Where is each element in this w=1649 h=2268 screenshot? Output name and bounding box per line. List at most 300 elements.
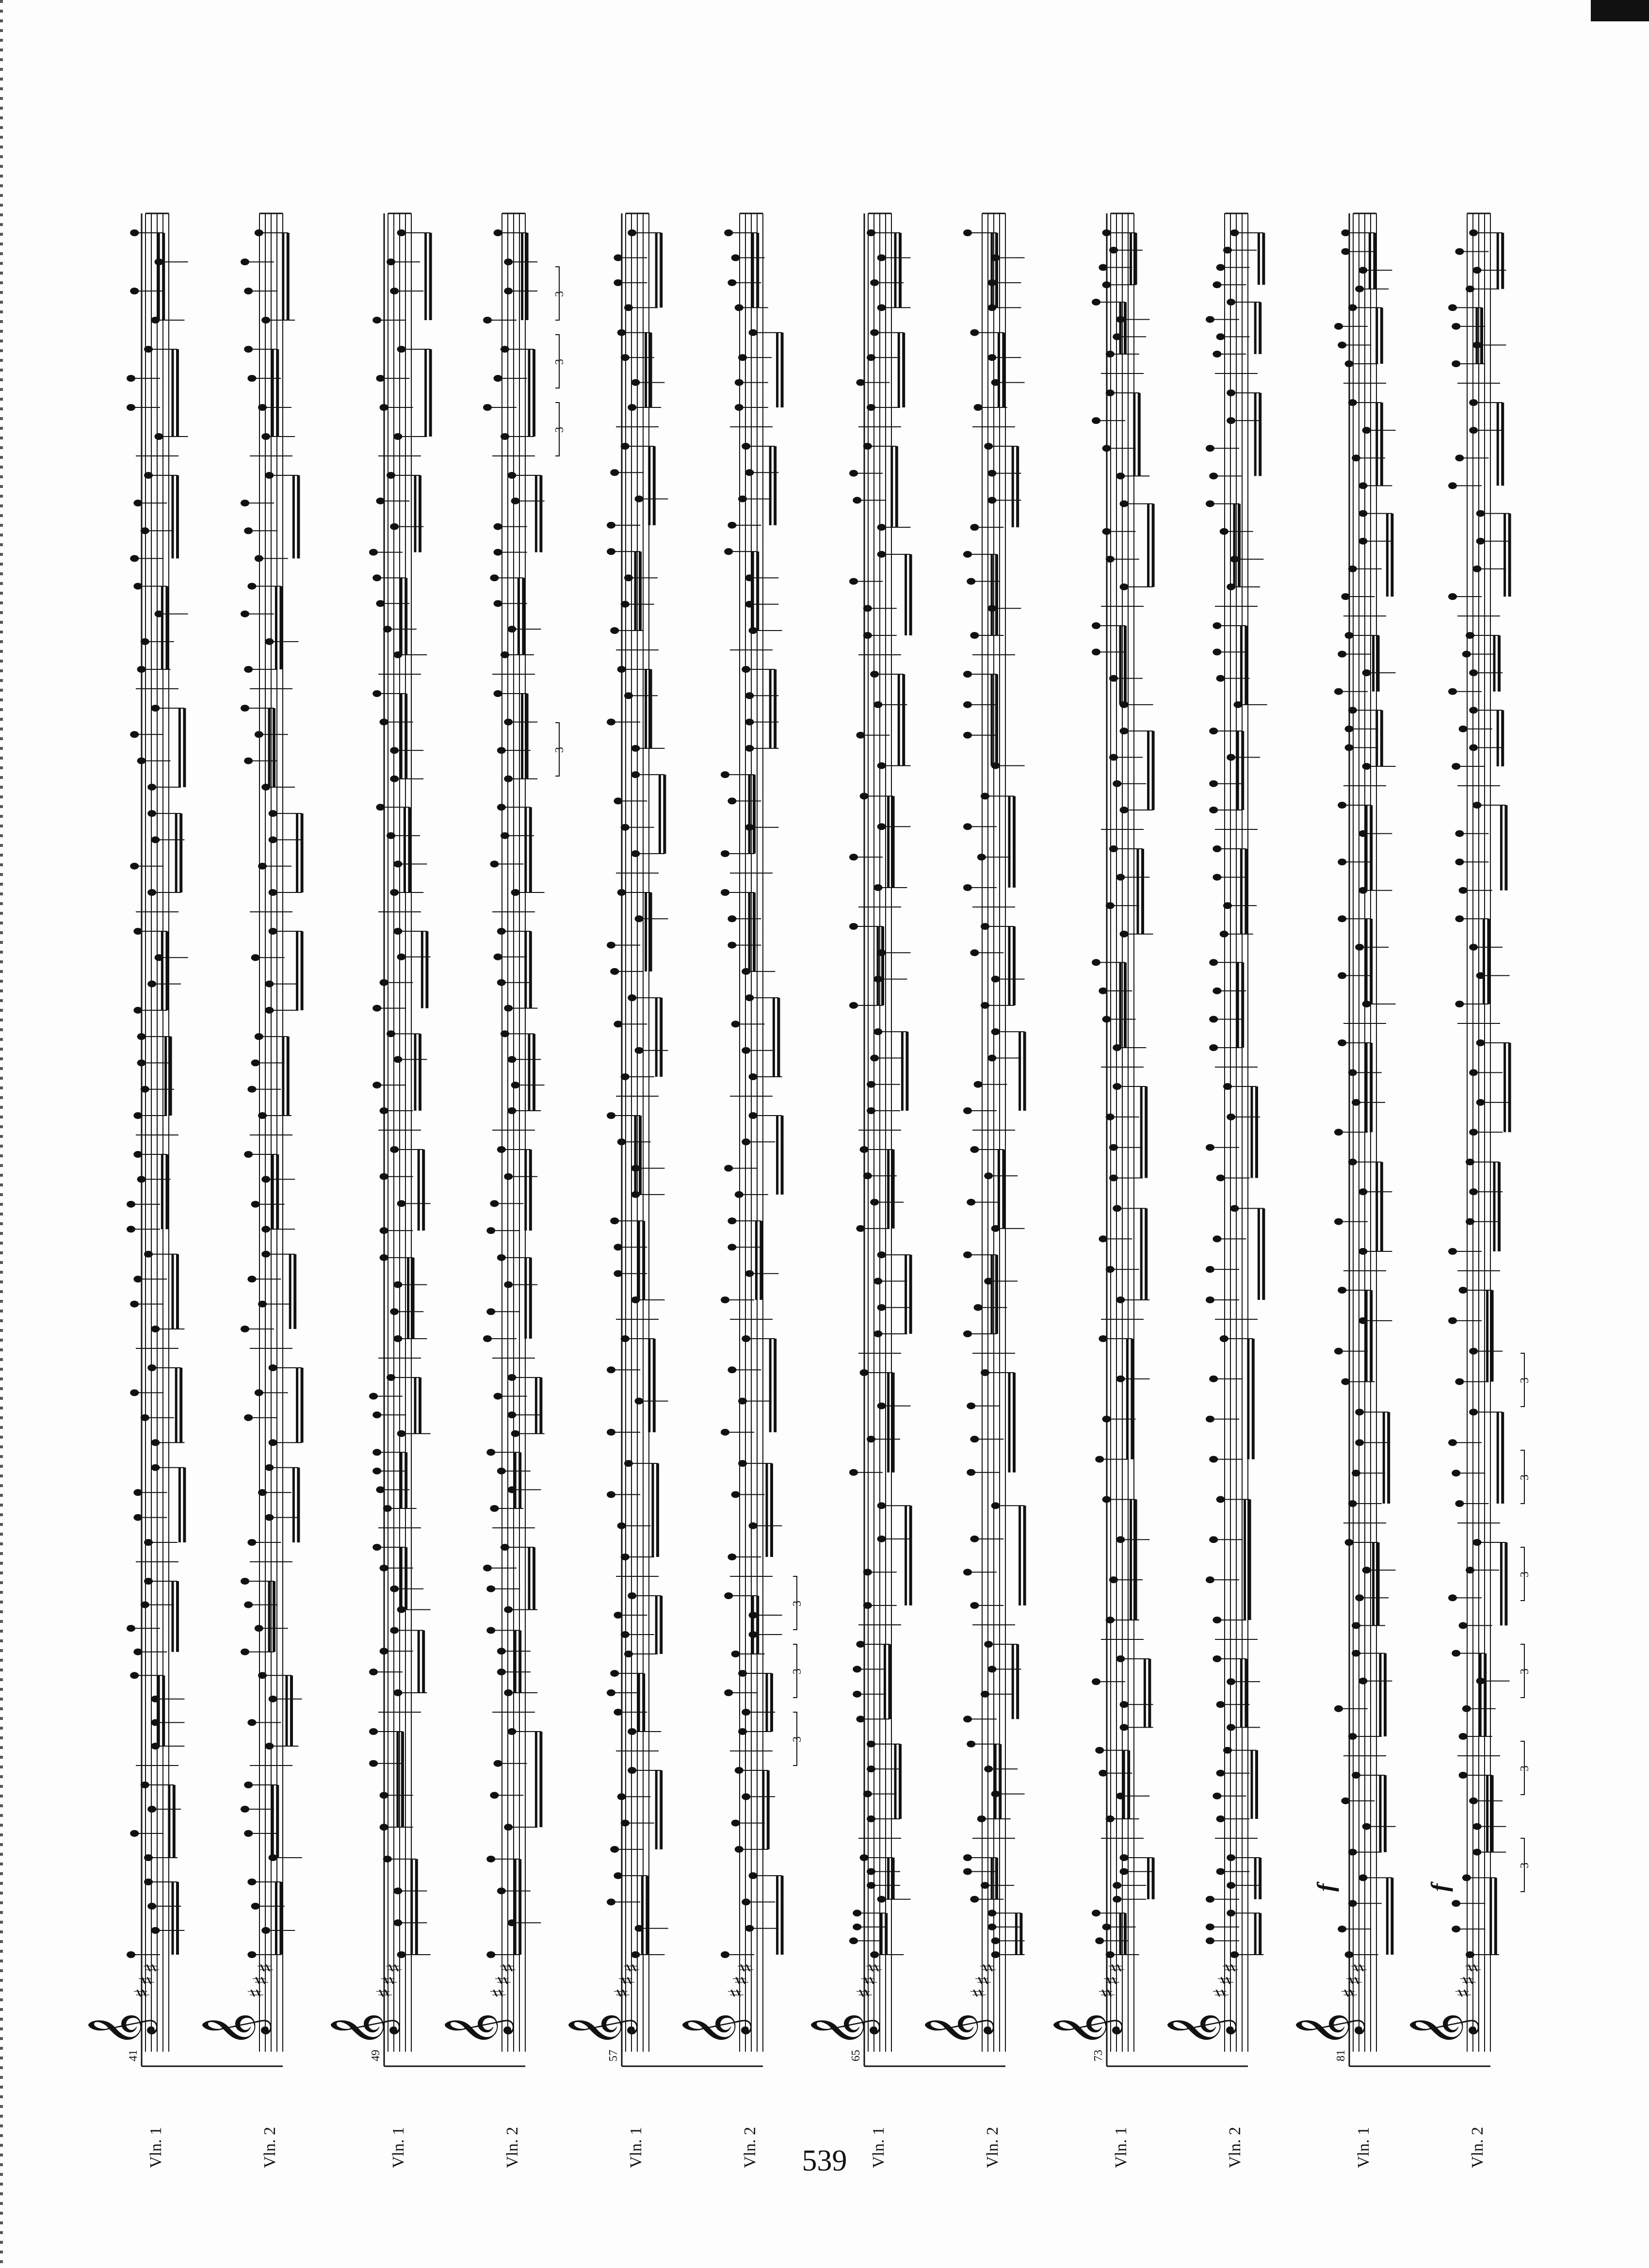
note-head	[738, 1460, 747, 1467]
note-head	[987, 1924, 996, 1930]
note-head	[745, 745, 754, 752]
note-head	[1099, 988, 1107, 994]
note-head	[610, 1846, 619, 1853]
note-head	[490, 574, 499, 581]
note-head	[1348, 1733, 1357, 1740]
note-head	[486, 1951, 495, 1958]
note-head	[1106, 1114, 1115, 1120]
note-head	[393, 1056, 402, 1063]
note-head	[963, 551, 972, 558]
note-head	[867, 1766, 875, 1772]
note-head	[251, 1201, 260, 1208]
note-head	[1216, 1815, 1225, 1822]
note-head	[970, 524, 979, 531]
staff-violin-1	[567, 213, 668, 2168]
note-head	[991, 1951, 1000, 1958]
note-head	[247, 1086, 256, 1093]
note-head	[1206, 1924, 1214, 1930]
note-head	[127, 1951, 135, 1958]
note-head	[607, 1491, 615, 1498]
note-head	[870, 279, 879, 286]
sharp-icon: ♯	[967, 1988, 991, 1998]
note-head	[390, 523, 399, 530]
note-head	[870, 1054, 879, 1061]
note-head	[1362, 1823, 1371, 1830]
tuplet-number: 3	[1519, 1669, 1531, 1674]
dynamic-marking: f	[1426, 1883, 1453, 1892]
note-head	[853, 1924, 861, 1930]
note-head	[247, 375, 256, 382]
note-head	[749, 1112, 758, 1119]
note-head	[380, 404, 388, 411]
note-head	[1212, 988, 1221, 994]
note-head	[1348, 1849, 1357, 1856]
sharp-icon: ♯	[862, 1962, 887, 1973]
note-head	[1469, 1798, 1478, 1804]
note-head	[867, 1741, 875, 1748]
note-head	[133, 500, 142, 506]
note-head	[372, 574, 381, 581]
note-head	[631, 379, 640, 386]
note-head	[255, 1625, 263, 1632]
note-head	[265, 472, 274, 479]
part-label-violin-2: Vln. 2	[984, 2127, 1002, 2168]
note-head	[1209, 1016, 1218, 1022]
note-head	[987, 354, 996, 361]
sharp-icon: ♯	[372, 1988, 397, 1998]
note-head	[501, 651, 509, 658]
note-head	[1206, 316, 1214, 323]
note-head	[258, 1301, 267, 1308]
note-head	[1352, 1650, 1360, 1657]
note-head	[745, 469, 754, 476]
note-head	[144, 1578, 153, 1585]
note-head	[849, 854, 858, 860]
note-head	[963, 1330, 972, 1337]
note-head	[607, 1689, 615, 1696]
note-head	[133, 1276, 142, 1282]
note-head	[1113, 1083, 1121, 1090]
tuplet-number: 3	[791, 1601, 804, 1606]
note-head	[144, 472, 153, 479]
note-head	[628, 994, 636, 1001]
note-head	[390, 1308, 399, 1315]
note-head	[607, 522, 615, 529]
note-head	[1216, 675, 1225, 682]
note-head	[624, 304, 633, 311]
sharp-icon: ♯	[971, 1975, 996, 1986]
note-head	[490, 1505, 499, 1512]
sharp-icon: ♯	[734, 1962, 759, 1973]
note-head	[241, 259, 249, 265]
note-head	[728, 915, 736, 922]
note-head	[144, 1251, 153, 1258]
note-head	[393, 1335, 402, 1342]
note-head	[387, 472, 395, 479]
note-head	[1348, 1159, 1357, 1166]
note-head	[742, 1898, 750, 1905]
note-head	[265, 981, 274, 988]
note-head	[1220, 1335, 1229, 1342]
note-head	[383, 1505, 392, 1512]
note-head	[258, 404, 267, 411]
note-head	[1455, 859, 1464, 865]
note-head	[621, 1073, 630, 1080]
note-head	[151, 836, 160, 843]
note-head	[147, 1806, 156, 1813]
note-head	[970, 632, 979, 639]
note-head	[981, 1369, 989, 1376]
note-head	[984, 443, 993, 450]
note-head	[1102, 1924, 1111, 1930]
note-head	[393, 860, 402, 867]
treble-clef-icon: 𝄞	[681, 2012, 749, 2047]
note-head	[127, 1226, 135, 1232]
note-head	[380, 1824, 388, 1831]
note-head	[963, 1854, 972, 1861]
note-head	[244, 1414, 253, 1421]
note-head	[137, 1059, 146, 1066]
note-head	[247, 1879, 256, 1885]
note-head	[607, 942, 615, 949]
note-head	[631, 850, 640, 857]
note-head	[1459, 887, 1468, 894]
sharp-icon: ♯	[491, 1975, 516, 1986]
note-head	[635, 1047, 644, 1054]
note-head	[745, 1925, 754, 1932]
note-head	[376, 1486, 385, 1493]
note-head	[504, 719, 513, 726]
note-head	[1102, 445, 1111, 452]
note-head	[1106, 389, 1115, 396]
note-head	[867, 404, 875, 411]
measure-number: 65	[850, 2050, 862, 2061]
note-head	[1109, 1144, 1118, 1151]
note-head	[486, 1627, 495, 1634]
note-head	[1212, 1617, 1221, 1623]
note-head	[241, 705, 249, 712]
note-head	[621, 354, 630, 361]
note-head	[1341, 593, 1350, 600]
note-head	[497, 804, 506, 810]
note-head	[1358, 482, 1367, 489]
note-head	[1338, 1039, 1346, 1046]
note-head	[1334, 1218, 1343, 1225]
note-head	[1338, 1287, 1346, 1294]
note-head	[624, 574, 633, 581]
note-head	[849, 923, 858, 930]
note-head	[483, 1565, 492, 1571]
note-head	[241, 500, 249, 506]
note-head	[1452, 1900, 1460, 1907]
note-head	[849, 470, 858, 477]
note-head	[265, 1007, 274, 1014]
note-head	[393, 928, 402, 935]
note-head	[617, 329, 626, 336]
note-head	[870, 329, 879, 336]
note-head	[507, 1411, 516, 1418]
note-head	[504, 1824, 513, 1831]
note-head	[369, 1728, 378, 1735]
note-head	[486, 1227, 495, 1234]
note-head	[1348, 1500, 1357, 1507]
note-head	[1206, 1896, 1214, 1903]
note-head	[721, 771, 729, 778]
note-head	[1462, 1705, 1471, 1712]
sharp-icon: ♯	[610, 1988, 635, 1998]
note-head	[731, 1491, 740, 1498]
note-head	[735, 379, 744, 386]
note-head	[1216, 264, 1225, 271]
note-head	[241, 1649, 249, 1655]
note-head	[1455, 830, 1464, 837]
note-head	[1334, 1129, 1343, 1135]
note-head	[1345, 1539, 1354, 1546]
note-head	[1448, 482, 1457, 489]
note-head	[390, 1146, 399, 1153]
note-head	[261, 1226, 270, 1232]
note-head	[1223, 247, 1232, 254]
note-head	[877, 762, 886, 769]
note-head	[494, 690, 502, 697]
note-head	[624, 1651, 633, 1657]
note-head	[137, 758, 146, 764]
note-head	[1113, 1882, 1121, 1889]
note-head	[1206, 1937, 1214, 1944]
note-head	[372, 1449, 381, 1456]
note-head	[1216, 1868, 1225, 1875]
note-head	[130, 731, 139, 738]
note-head	[255, 555, 263, 562]
note-head	[873, 701, 882, 708]
note-head	[1227, 299, 1235, 306]
tuplet-number: 3	[1519, 1863, 1531, 1868]
note-head	[501, 433, 509, 440]
note-head	[981, 1691, 989, 1698]
note-head	[1216, 1770, 1225, 1777]
sharp-icon: ♯	[1456, 1975, 1481, 1986]
note-head	[1466, 1567, 1474, 1573]
note-head	[147, 784, 156, 791]
note-head	[1209, 780, 1218, 787]
note-head	[1102, 281, 1111, 288]
note-head	[1120, 728, 1129, 734]
note-head	[369, 1669, 378, 1675]
note-head	[504, 1606, 513, 1613]
note-head	[504, 1281, 513, 1288]
note-head	[856, 732, 865, 739]
note-head	[974, 1081, 983, 1088]
note-head	[1227, 1114, 1235, 1120]
note-head	[1102, 229, 1111, 236]
note-head	[147, 1903, 156, 1910]
note-head	[247, 1719, 256, 1726]
note-head	[1113, 780, 1121, 787]
note-head	[742, 666, 750, 673]
note-head	[742, 1709, 750, 1716]
note-head	[1352, 1772, 1360, 1779]
sharp-icon: ♯	[853, 1988, 877, 1998]
note-head	[1230, 229, 1239, 236]
note-head	[376, 375, 385, 382]
note-head	[1338, 802, 1346, 809]
note-head	[635, 496, 644, 502]
note-head	[1212, 622, 1221, 629]
note-head	[1120, 1701, 1129, 1708]
note-head	[1092, 299, 1100, 306]
note-head	[731, 1820, 740, 1827]
note-head	[617, 889, 626, 896]
note-head	[241, 1326, 249, 1332]
note-head	[877, 823, 886, 830]
note-head	[1466, 1218, 1474, 1225]
note-head	[247, 583, 256, 590]
note-head	[963, 1107, 972, 1114]
note-head	[1120, 1854, 1129, 1861]
note-head	[614, 1021, 622, 1027]
note-head	[877, 1304, 886, 1311]
sharp-icon: ♯	[135, 1975, 160, 1986]
note-head	[511, 1430, 520, 1437]
note-head	[1462, 1874, 1471, 1881]
system-3	[567, 213, 804, 2168]
note-head	[397, 1200, 406, 1207]
note-head	[721, 850, 729, 857]
sharp-icon: ♯	[1219, 1962, 1244, 1973]
note-head	[247, 1951, 256, 1958]
note-head	[261, 1251, 270, 1258]
note-head	[372, 1411, 381, 1418]
note-head	[141, 638, 149, 645]
note-head	[735, 304, 744, 311]
note-head	[745, 1270, 754, 1277]
tuplet-number: 3	[1519, 1571, 1531, 1577]
part-label-violin-1: Vln. 1	[147, 2127, 165, 2168]
note-head	[1095, 1937, 1104, 1944]
sharp-icon: ♯	[1105, 1962, 1130, 1973]
note-head	[504, 259, 513, 265]
note-head	[724, 229, 733, 236]
note-head	[497, 979, 506, 986]
note-head	[1466, 632, 1474, 639]
note-head	[1120, 1868, 1129, 1875]
part-label-violin-1: Vln. 1	[1355, 2127, 1373, 2168]
note-head	[497, 1669, 506, 1675]
note-head	[617, 1138, 626, 1145]
note-head	[1216, 1175, 1225, 1182]
note-head	[1116, 1655, 1125, 1662]
note-head	[867, 1081, 875, 1088]
note-head	[494, 523, 502, 530]
note-head	[967, 1403, 975, 1409]
measure-number: 81	[1335, 2050, 1347, 2061]
note-head	[494, 549, 502, 556]
note-head	[1120, 931, 1129, 938]
note-head	[987, 1910, 996, 1916]
note-head	[1341, 229, 1350, 236]
staff-violin-1	[87, 213, 188, 2168]
note-head	[1466, 286, 1474, 292]
note-head	[483, 1335, 492, 1342]
note-head	[860, 793, 869, 799]
note-head	[397, 346, 406, 353]
note-head	[369, 549, 378, 556]
note-head	[490, 860, 499, 867]
note-head	[1223, 902, 1232, 909]
note-head	[507, 1374, 516, 1381]
note-head	[130, 288, 139, 294]
note-head	[1227, 754, 1235, 761]
note-head	[621, 1554, 630, 1560]
note-head	[1345, 726, 1354, 732]
note-head	[738, 1670, 747, 1677]
note-head	[251, 1059, 260, 1066]
note-head	[1206, 1416, 1214, 1423]
sharp-icon: ♯	[1452, 1988, 1476, 1998]
note-head	[390, 889, 399, 896]
note-head	[728, 942, 736, 949]
note-head	[141, 1602, 149, 1608]
note-head	[1206, 501, 1214, 507]
note-head	[1230, 1205, 1239, 1212]
note-head	[607, 1112, 615, 1119]
sharp-icon: ♯	[1342, 1975, 1367, 1986]
part-label-violin-2: Vln. 2	[741, 2127, 759, 2168]
note-head	[1227, 417, 1235, 424]
note-head	[1220, 931, 1229, 938]
note-head	[860, 1369, 869, 1376]
note-head	[624, 1460, 633, 1467]
note-head	[731, 1651, 740, 1657]
note-head	[984, 1172, 993, 1179]
note-head	[372, 317, 381, 324]
note-head	[1358, 1248, 1367, 1255]
note-head	[147, 1364, 156, 1371]
note-head	[483, 317, 492, 324]
note-head	[1216, 1701, 1225, 1708]
note-head	[621, 1631, 630, 1638]
tuplet-number: 3	[553, 747, 566, 753]
note-head	[728, 1366, 736, 1373]
note-head	[137, 1176, 146, 1183]
note-head	[1455, 1500, 1464, 1507]
note-head	[724, 1165, 733, 1172]
note-head	[133, 928, 142, 935]
note-head	[1099, 264, 1107, 271]
note-head	[617, 1523, 626, 1529]
note-head	[1116, 472, 1125, 479]
note-head	[967, 1469, 975, 1476]
note-head	[151, 705, 160, 712]
note-head	[1459, 1622, 1468, 1629]
tuplet-number: 3	[1519, 1474, 1531, 1480]
note-head	[393, 433, 402, 440]
note-head	[1106, 1617, 1115, 1623]
note-head	[258, 863, 267, 870]
note-head	[877, 1403, 886, 1409]
note-head	[963, 1716, 972, 1722]
note-head	[483, 404, 492, 411]
note-head	[1362, 763, 1371, 770]
note-head	[376, 498, 385, 504]
note-head	[987, 497, 996, 503]
note-head	[1472, 802, 1481, 809]
sharp-icon: ♯	[254, 1962, 278, 1973]
note-head	[1102, 528, 1111, 535]
note-head	[1352, 1622, 1360, 1629]
note-head	[241, 1578, 249, 1585]
treble-clef-icon: 𝄞	[87, 2012, 155, 2047]
